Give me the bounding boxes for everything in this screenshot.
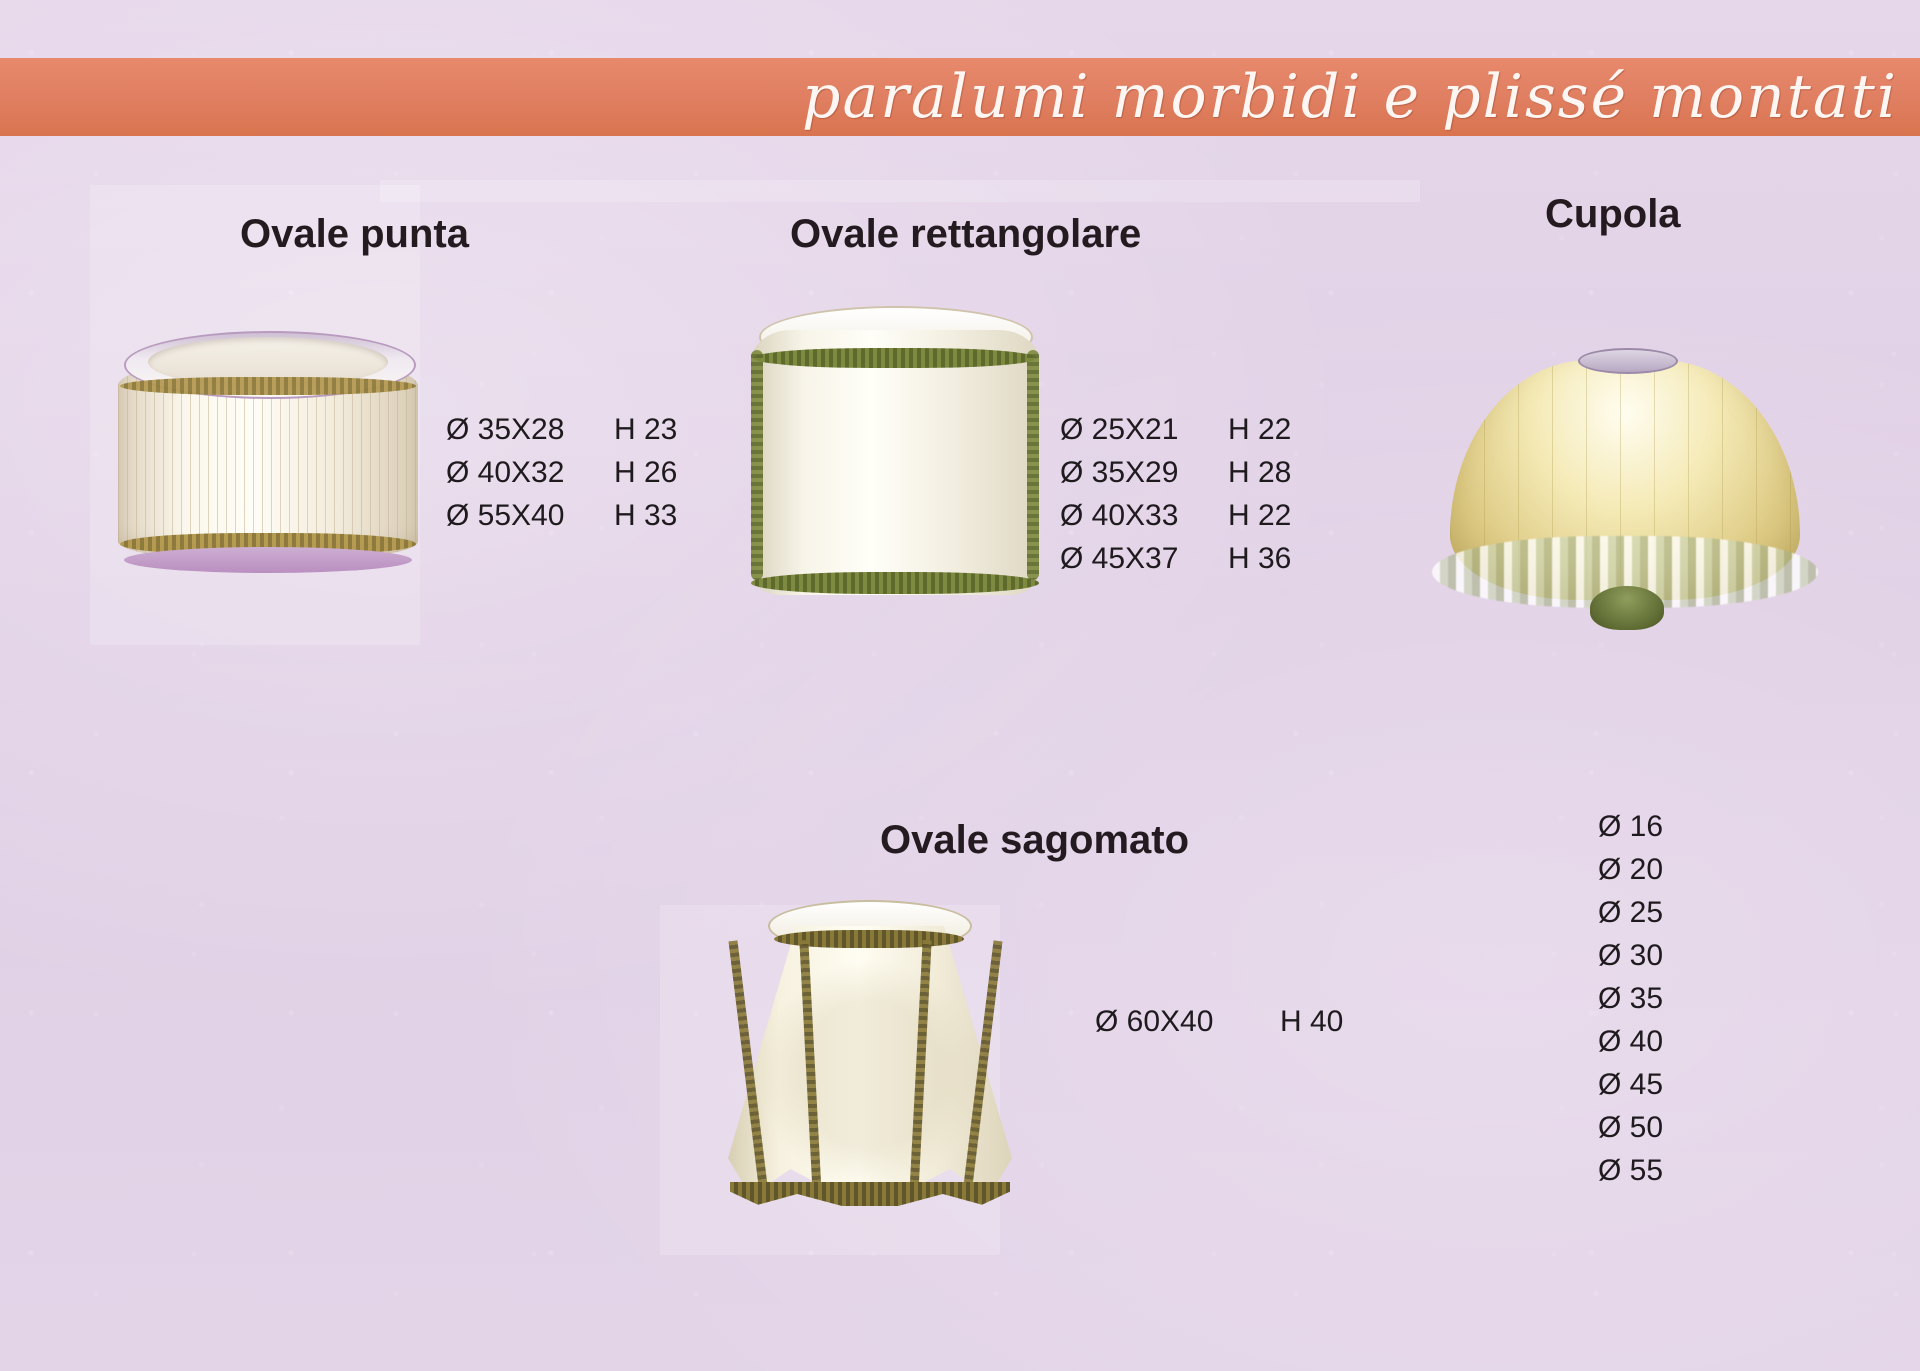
size-dimension: Ø 25X21 — [1060, 413, 1179, 446]
size-dimension: Ø 35X28 — [446, 413, 565, 446]
size-list-ovale-punta — [446, 408, 677, 537]
size-height: H 33 — [614, 499, 678, 532]
size-list-ovale-sagomato — [1095, 1000, 1343, 1043]
size-row — [1598, 891, 1663, 934]
shaped-oval-lampshade-image — [720, 900, 1020, 1235]
size-dimension: Ø 35 — [1598, 982, 1664, 1015]
section-title-ovale-rettangolare: Ovale rettangolare — [790, 212, 1142, 256]
size-height: H 36 — [1228, 542, 1292, 575]
size-height: H 22 — [1228, 499, 1292, 532]
size-row — [1060, 451, 1291, 494]
size-row — [1060, 494, 1291, 537]
shade-trim-bottom — [751, 572, 1039, 594]
size-row — [1598, 934, 1663, 977]
size-dimension: Ø 60X40 — [1095, 1005, 1214, 1038]
shade-top-rim — [1578, 348, 1678, 374]
size-height: H 40 — [1280, 1005, 1344, 1038]
shade-body — [751, 330, 1039, 595]
size-row — [446, 408, 677, 451]
size-row — [1598, 1106, 1663, 1149]
size-list-cupola — [1598, 805, 1663, 1192]
size-row — [446, 451, 677, 494]
shade-trim-top — [753, 348, 1037, 368]
size-dimension: Ø 40X32 — [446, 456, 565, 489]
size-dimension: Ø 35X29 — [1060, 456, 1179, 489]
size-row — [1060, 537, 1291, 580]
oval-rectangular-lampshade-image — [745, 300, 1045, 630]
paper-blotch — [380, 180, 1420, 202]
size-dimension: Ø 40 — [1598, 1025, 1664, 1058]
size-height: H 23 — [614, 413, 678, 446]
size-dimension: Ø 30 — [1598, 939, 1664, 972]
size-row — [1598, 805, 1663, 848]
shade-edge-right — [1027, 350, 1039, 580]
size-list-ovale-rettangolare — [1060, 408, 1291, 580]
size-dimension: Ø 40X33 — [1060, 499, 1179, 532]
size-row — [1598, 977, 1663, 1020]
size-row — [1598, 1020, 1663, 1063]
size-row — [1598, 1149, 1663, 1192]
size-dimension: Ø 16 — [1598, 810, 1664, 843]
size-row — [446, 494, 677, 537]
size-height: H 26 — [614, 456, 678, 489]
size-height: H 22 — [1228, 413, 1292, 446]
size-row — [1598, 848, 1663, 891]
size-dimension: Ø 55X40 — [446, 499, 565, 532]
size-height: H 28 — [1228, 456, 1292, 489]
size-row — [1598, 1063, 1663, 1106]
page-title: paralumi morbidi e plissé montati — [802, 62, 1898, 132]
section-title-ovale-punta: Ovale punta — [240, 212, 469, 256]
size-dimension: Ø 25 — [1598, 896, 1664, 929]
shade-bottom-rim — [124, 547, 412, 573]
size-dimension: Ø 55 — [1598, 1154, 1664, 1187]
section-title-cupola: Cupola — [1545, 192, 1681, 236]
shade-trim-bottom — [730, 1182, 1010, 1206]
size-dimension: Ø 50 — [1598, 1111, 1664, 1144]
size-dimension: Ø 20 — [1598, 853, 1664, 886]
section-title-ovale-sagomato: Ovale sagomato — [880, 818, 1190, 862]
size-dimension: Ø 45X37 — [1060, 542, 1179, 575]
shade-edge-left — [751, 350, 763, 580]
size-dimension: Ø 45 — [1598, 1068, 1664, 1101]
size-row — [1060, 408, 1291, 451]
shade-bow — [1590, 586, 1664, 630]
pleated-oval-lampshade-image — [108, 315, 428, 590]
page-header-banner — [0, 58, 1920, 136]
dome-lampshade-image — [1430, 340, 1820, 640]
size-row — [1095, 1000, 1343, 1043]
shade-trim-top — [120, 377, 416, 395]
